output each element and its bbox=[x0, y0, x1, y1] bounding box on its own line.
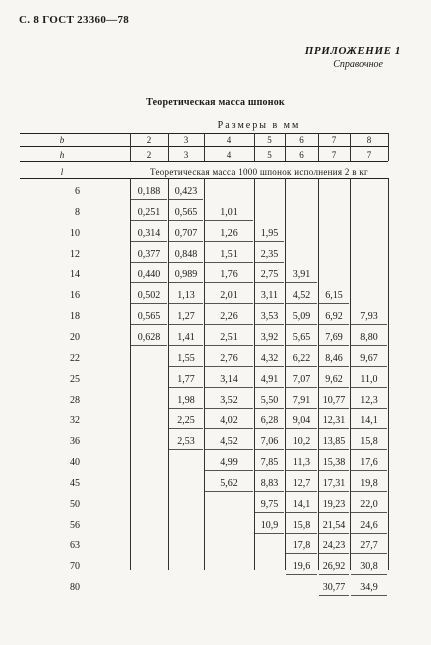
cell-underline bbox=[351, 366, 387, 367]
mass-value: 7,93 bbox=[360, 311, 378, 323]
cell-underline bbox=[319, 595, 349, 596]
cell-underline bbox=[205, 491, 253, 492]
mass-value: 17,6 bbox=[360, 457, 378, 469]
cell-underline bbox=[169, 324, 203, 325]
cell-underline bbox=[169, 408, 203, 409]
b-value: 3 bbox=[183, 135, 189, 145]
cell-underline bbox=[255, 303, 284, 304]
cell-underline bbox=[169, 387, 203, 388]
row-length-l: 10 bbox=[70, 227, 80, 239]
mass-value: 15,8 bbox=[360, 436, 378, 448]
cell-underline bbox=[255, 470, 284, 471]
cell-underline bbox=[131, 345, 167, 346]
cell-underline bbox=[286, 449, 317, 450]
mass-value: 7,07 bbox=[292, 373, 311, 385]
mass-value: 5,62 bbox=[220, 477, 238, 489]
mass-value: 0,188 bbox=[137, 186, 161, 197]
mass-value: 5,50 bbox=[260, 394, 279, 406]
cell-underline bbox=[319, 512, 349, 513]
cell-underline bbox=[351, 574, 387, 575]
b-value: 5 bbox=[267, 135, 272, 145]
mass-value: 3,53 bbox=[260, 311, 279, 323]
cell-underline bbox=[205, 282, 253, 283]
cell-underline bbox=[131, 282, 167, 283]
cell-underline bbox=[351, 345, 387, 346]
mass-value: 1,98 bbox=[177, 394, 195, 406]
mass-value: 1,27 bbox=[177, 311, 195, 323]
cell-underline bbox=[255, 324, 284, 325]
row-length-l: 8 bbox=[75, 206, 80, 218]
cell-underline bbox=[351, 428, 387, 429]
cell-underline bbox=[255, 449, 284, 450]
row-length-l: 14 bbox=[70, 269, 80, 281]
mass-value: 2,01 bbox=[220, 290, 238, 302]
cell-underline bbox=[286, 512, 317, 513]
mass-value: 0,989 bbox=[174, 269, 198, 281]
cell-underline bbox=[205, 241, 253, 242]
cell-underline bbox=[319, 428, 349, 429]
mass-value: 9,75 bbox=[260, 498, 279, 510]
cell-underline bbox=[205, 345, 253, 346]
cell-underline bbox=[169, 241, 203, 242]
row-length-l: 25 bbox=[70, 373, 80, 385]
cell-underline bbox=[286, 366, 317, 367]
mass-value: 17,31 bbox=[322, 477, 346, 489]
mass-value: 2,53 bbox=[177, 436, 195, 448]
b-value: 2 bbox=[146, 135, 152, 145]
mass-value: 0,707 bbox=[174, 227, 198, 239]
cell-underline bbox=[205, 262, 253, 263]
mass-value: 0,423 bbox=[174, 186, 198, 197]
h-value: 4 bbox=[226, 150, 232, 160]
mass-value: 7,85 bbox=[260, 457, 279, 469]
row-length-l: 80 bbox=[70, 582, 80, 594]
b-value: 7 bbox=[331, 135, 337, 145]
mass-value: 0,565 bbox=[137, 311, 161, 323]
cell-underline bbox=[286, 345, 317, 346]
mass-value: 3,14 bbox=[220, 373, 238, 385]
mass-value: 7,69 bbox=[325, 331, 343, 343]
dimensions-caption: Размеры в мм bbox=[217, 120, 301, 131]
cell-underline bbox=[351, 553, 387, 554]
mass-value: 1,77 bbox=[177, 373, 195, 385]
mass-value: 6,22 bbox=[292, 352, 311, 364]
cell-underline bbox=[319, 366, 349, 367]
cell-underline bbox=[255, 262, 284, 263]
mass-value: 4,52 bbox=[292, 290, 311, 302]
mass-value: 9,67 bbox=[360, 352, 378, 364]
mass-value: 10,77 bbox=[322, 394, 346, 406]
mass-value: 11,0 bbox=[360, 373, 378, 385]
cell-underline bbox=[351, 512, 387, 513]
cell-underline bbox=[351, 595, 387, 596]
cell-underline bbox=[319, 345, 349, 346]
mass-value: 30,8 bbox=[360, 561, 378, 573]
cell-underline bbox=[286, 470, 317, 471]
cell-underline bbox=[169, 428, 203, 429]
mass-value: 30,77 bbox=[322, 582, 346, 594]
mass-value: 19,23 bbox=[322, 498, 346, 510]
row-length-l: 63 bbox=[70, 540, 80, 552]
row-length-l: 32 bbox=[70, 415, 80, 427]
row-length-l: 36 bbox=[70, 436, 80, 448]
mass-value: 13,85 bbox=[322, 436, 346, 448]
cell-underline bbox=[351, 408, 387, 409]
mass-value: 27,7 bbox=[360, 540, 378, 552]
cell-underline bbox=[286, 553, 317, 554]
cell-underline bbox=[255, 512, 284, 513]
mass-value: 12,3 bbox=[360, 394, 378, 406]
mass-value: 3,92 bbox=[260, 331, 279, 343]
cell-underline bbox=[255, 428, 284, 429]
mass-value: 1,26 bbox=[220, 227, 238, 239]
cell-underline bbox=[169, 199, 203, 200]
cell-underline bbox=[205, 408, 253, 409]
mass-value: 9,04 bbox=[292, 415, 311, 427]
row-label-b: b bbox=[59, 135, 65, 145]
mass-value: 10,2 bbox=[292, 436, 311, 448]
row-length-l: 50 bbox=[70, 498, 80, 510]
h-value: 7 bbox=[331, 150, 337, 160]
row-length-l: 18 bbox=[70, 311, 80, 323]
cell-underline bbox=[205, 428, 253, 429]
row-length-l: 28 bbox=[70, 394, 80, 406]
mass-value: 10,9 bbox=[260, 519, 279, 531]
mass-value: 9,62 bbox=[325, 373, 343, 385]
mass-value: 4,32 bbox=[260, 352, 279, 364]
mass-value: 0,251 bbox=[137, 206, 161, 218]
body-col-divider bbox=[388, 178, 389, 570]
mass-value: 2,26 bbox=[220, 311, 238, 323]
cell-underline bbox=[255, 345, 284, 346]
mass-value: 0,440 bbox=[137, 269, 161, 281]
cell-underline bbox=[255, 241, 284, 242]
mass-caption: Теоретическая масса 1000 шпонок исполнения 2 в кг bbox=[149, 167, 368, 177]
cell-underline bbox=[205, 470, 253, 471]
mass-value: 1,41 bbox=[177, 331, 195, 343]
mass-value: 17,8 bbox=[292, 540, 311, 552]
cell-underline bbox=[351, 491, 387, 492]
table-title: Теоретическая масса шпонок bbox=[146, 97, 285, 108]
cell-underline bbox=[205, 449, 253, 450]
mass-value: 2,51 bbox=[220, 331, 238, 343]
row-length-l: 22 bbox=[70, 352, 80, 364]
mass-value: 0,848 bbox=[174, 248, 198, 260]
row-length-l: 6 bbox=[75, 186, 80, 197]
cell-underline bbox=[319, 449, 349, 450]
cell-underline bbox=[205, 366, 253, 367]
mass-value: 11,3 bbox=[292, 457, 311, 469]
cell-underline bbox=[351, 387, 387, 388]
cell-underline bbox=[319, 491, 349, 492]
mass-value: 1,95 bbox=[260, 227, 279, 239]
mass-value: 6,15 bbox=[325, 290, 343, 302]
cell-underline bbox=[205, 303, 253, 304]
row-length-l: 70 bbox=[70, 561, 80, 573]
mass-value: 8,83 bbox=[260, 477, 279, 489]
cell-underline bbox=[131, 241, 167, 242]
row-label-h: h bbox=[59, 150, 65, 160]
cell-underline bbox=[286, 491, 317, 492]
cell-underline bbox=[255, 408, 284, 409]
cell-underline bbox=[169, 303, 203, 304]
mass-value: 8,46 bbox=[325, 352, 343, 364]
h-value: 5 bbox=[267, 150, 272, 160]
cell-underline bbox=[319, 324, 349, 325]
mass-value: 2,75 bbox=[260, 269, 279, 281]
mass-value: 19,6 bbox=[292, 561, 311, 573]
mass-value: 1,13 bbox=[177, 290, 195, 302]
mass-value: 1,76 bbox=[220, 269, 238, 281]
cell-underline bbox=[255, 387, 284, 388]
cell-underline bbox=[169, 366, 203, 367]
mass-value: 24,6 bbox=[360, 519, 378, 531]
row-length-l: 16 bbox=[70, 290, 80, 302]
cell-underline bbox=[351, 533, 387, 534]
h-value: 6 bbox=[299, 150, 304, 160]
mass-value: 0,502 bbox=[137, 290, 161, 302]
mass-value: 7,06 bbox=[260, 436, 279, 448]
mass-value: 34,9 bbox=[360, 582, 378, 594]
cell-underline bbox=[286, 303, 317, 304]
cell-underline bbox=[351, 324, 387, 325]
mass-value: 21,54 bbox=[322, 519, 346, 531]
cell-underline bbox=[131, 262, 167, 263]
cell-underline bbox=[286, 533, 317, 534]
cell-underline bbox=[286, 428, 317, 429]
mass-value: 3,52 bbox=[220, 394, 238, 406]
cell-underline bbox=[255, 533, 284, 534]
mass-value: 0,565 bbox=[174, 206, 198, 218]
cell-underline bbox=[255, 491, 284, 492]
mass-value: 5,65 bbox=[292, 331, 311, 343]
cell-underline bbox=[169, 262, 203, 263]
mass-value: 12,31 bbox=[322, 415, 346, 427]
cell-underline bbox=[131, 220, 167, 221]
cell-underline bbox=[286, 408, 317, 409]
cell-underline bbox=[286, 574, 317, 575]
mass-value: 2,35 bbox=[260, 248, 279, 260]
h-value: 3 bbox=[183, 150, 189, 160]
cell-underline bbox=[319, 408, 349, 409]
h-value: 7 bbox=[366, 150, 372, 160]
mass-value: 19,8 bbox=[360, 477, 378, 489]
cell-underline bbox=[319, 553, 349, 554]
cell-underline bbox=[351, 470, 387, 471]
row-label-l: l bbox=[60, 167, 64, 177]
b-value: 4 bbox=[226, 135, 232, 145]
cell-underline bbox=[131, 199, 167, 200]
mass-value: 3,91 bbox=[292, 269, 311, 281]
cell-underline bbox=[205, 324, 253, 325]
mass-value: 15,8 bbox=[292, 519, 311, 531]
mass-value: 7,91 bbox=[292, 394, 311, 406]
mass-value: 4,91 bbox=[260, 373, 279, 385]
cell-underline bbox=[255, 366, 284, 367]
cell-underline bbox=[286, 387, 317, 388]
mass-value: 6,28 bbox=[260, 415, 279, 427]
cell-underline bbox=[131, 324, 167, 325]
b-value: 6 bbox=[299, 135, 304, 145]
mass-value: 3,11 bbox=[260, 290, 279, 302]
appendix-subtitle: Справочное bbox=[333, 59, 383, 70]
row-length-l: 12 bbox=[70, 248, 80, 260]
mass-value: 2,76 bbox=[220, 352, 238, 364]
h-value: 2 bbox=[146, 150, 152, 160]
mass-value: 1,01 bbox=[220, 206, 238, 218]
cell-underline bbox=[319, 574, 349, 575]
mass-value: 15,38 bbox=[322, 457, 346, 469]
cell-underline bbox=[286, 282, 317, 283]
cell-underline bbox=[169, 282, 203, 283]
cell-underline bbox=[255, 282, 284, 283]
cell-underline bbox=[169, 449, 203, 450]
cell-underline bbox=[205, 220, 253, 221]
cell-underline bbox=[286, 324, 317, 325]
mass-value: 22,0 bbox=[360, 498, 378, 510]
page-header-left: С. 8 ГОСТ 23360—78 bbox=[19, 14, 130, 26]
mass-value: 24,23 bbox=[322, 540, 346, 552]
mass-value: 4,52 bbox=[220, 436, 238, 448]
mass-value: 0,314 bbox=[137, 227, 161, 239]
cell-underline bbox=[319, 470, 349, 471]
appendix-title: ПРИЛОЖЕНИЕ 1 bbox=[304, 45, 401, 57]
cell-underline bbox=[169, 220, 203, 221]
mass-value: 12,7 bbox=[292, 477, 311, 489]
cell-underline bbox=[131, 303, 167, 304]
mass-value: 4,02 bbox=[220, 415, 238, 427]
mass-value: 5,09 bbox=[292, 311, 311, 323]
cell-underline bbox=[351, 449, 387, 450]
table-rule bbox=[20, 161, 388, 162]
mass-value: 0,377 bbox=[137, 248, 161, 260]
cell-underline bbox=[319, 387, 349, 388]
mass-value: 1,55 bbox=[177, 352, 195, 364]
mass-value: 1,51 bbox=[220, 248, 238, 260]
mass-value: 6,92 bbox=[325, 311, 343, 323]
row-length-l: 20 bbox=[70, 331, 80, 343]
header-col-divider bbox=[388, 133, 389, 161]
cell-underline bbox=[319, 533, 349, 534]
mass-value: 2,25 bbox=[177, 415, 195, 427]
cell-underline bbox=[169, 345, 203, 346]
mass-value: 8,80 bbox=[360, 331, 378, 343]
cell-underline bbox=[205, 387, 253, 388]
cell-underline bbox=[319, 303, 349, 304]
mass-value: 4,99 bbox=[220, 457, 238, 469]
row-length-l: 56 bbox=[70, 519, 80, 531]
mass-value: 14,1 bbox=[360, 415, 378, 427]
b-value: 8 bbox=[366, 135, 372, 145]
row-length-l: 45 bbox=[70, 477, 80, 489]
mass-value: 26,92 bbox=[322, 561, 346, 573]
mass-value: 14,1 bbox=[292, 498, 311, 510]
row-length-l: 40 bbox=[70, 457, 80, 469]
mass-value: 0,628 bbox=[137, 331, 161, 343]
